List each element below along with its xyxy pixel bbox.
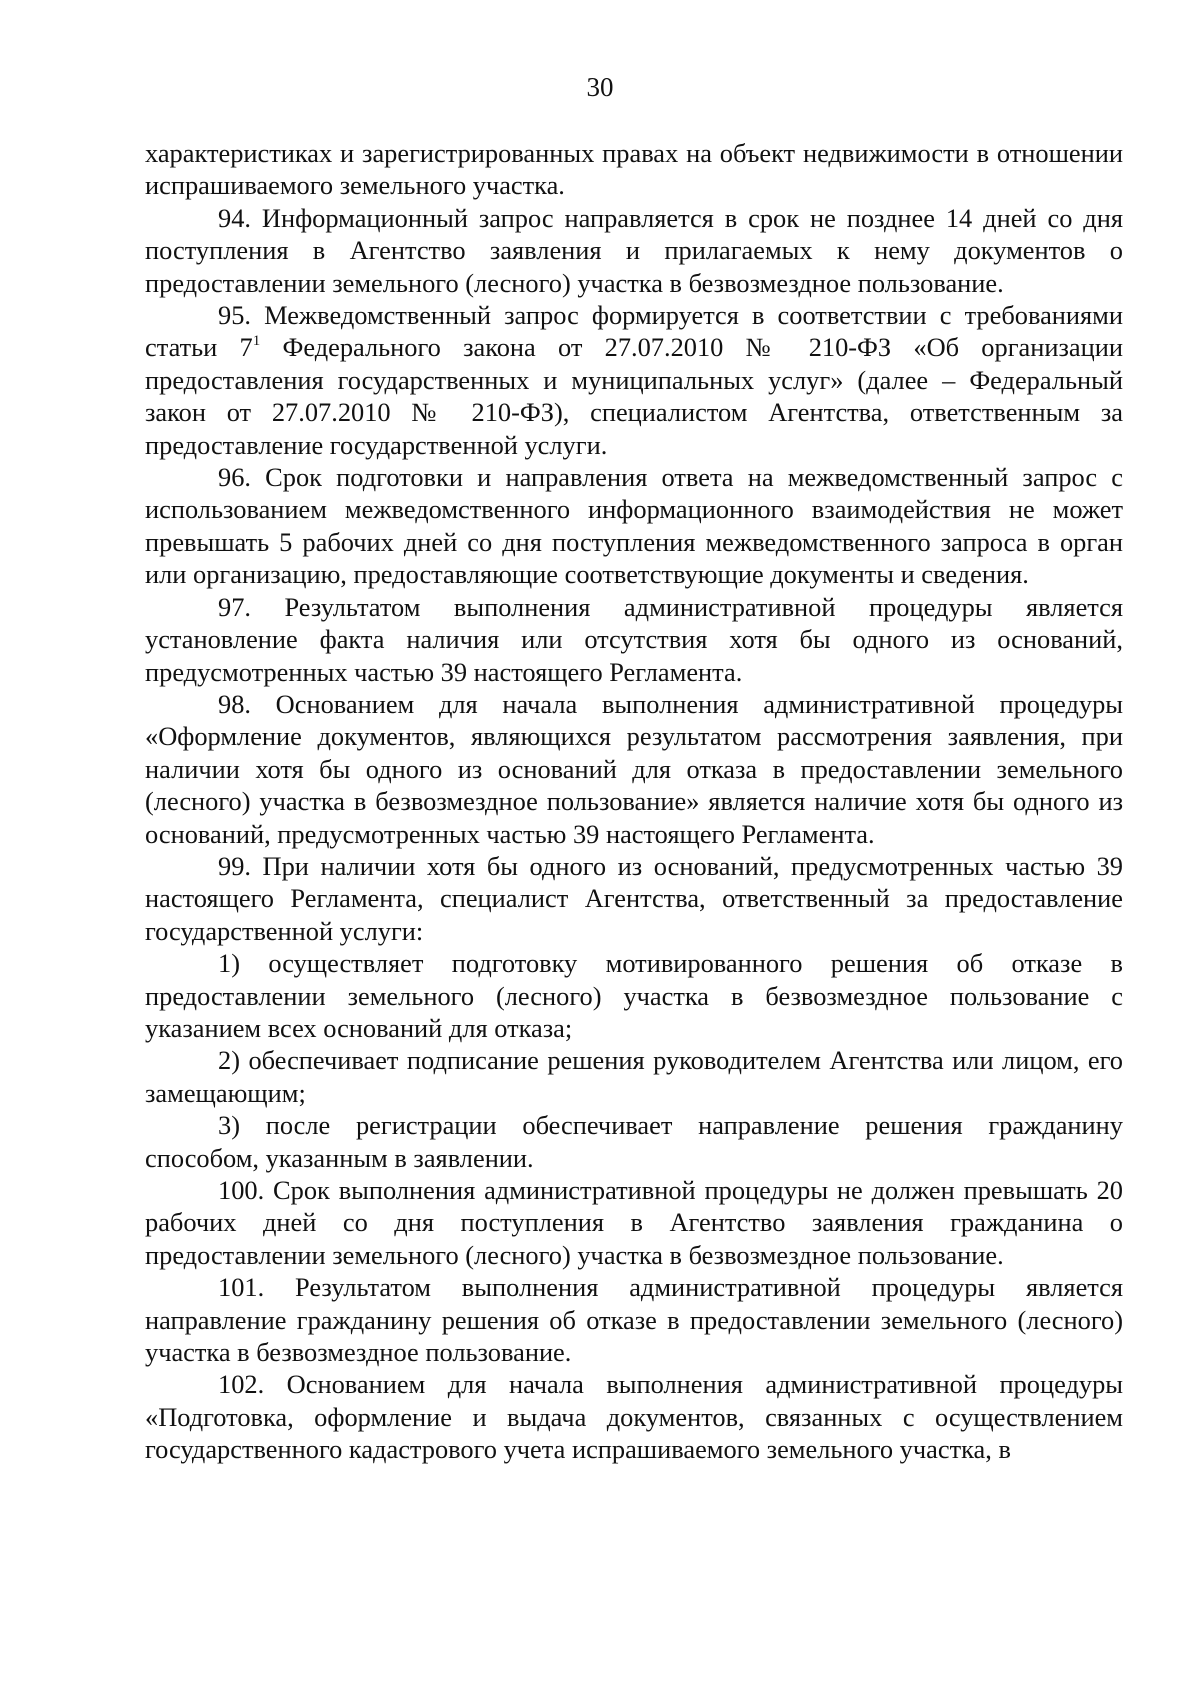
list-item-2: 2) обеспечивает подписание решения руководителем Агентства или лицом, его замещающим; — [145, 1045, 1123, 1108]
paragraph-102: 102. Основанием для начала выполнения административной процедуры «Подготовка, оформление и выдача документов, связанных с осуществлением государственного кадастрового учета испрашиваемого земельного участка, в — [145, 1369, 1123, 1465]
superscript-1: 1 — [252, 333, 261, 350]
paragraph-97: 97. Результатом выполнения административной процедуры является установление факта наличия или отсутствия хотя бы одного из оснований, предусмотренных частью 39 настоящего Регламента. — [145, 591, 1123, 687]
paragraph-98: 98. Основанием для начала выполнения административной процедуры «Оформление документов, являющихся результатом рассмотрения заявления, при наличии хотя бы одного из оснований для отказа в предоставлении земельного (лесного) участка в безвозмездное пользование» является наличие хотя бы одного из оснований, предусмотренных частью 39 настоящего Регламента. — [145, 688, 1123, 849]
paragraph-continuation: характеристиках и зарегистрированных правах на объект недвижимости в отношении испрашиваемого земельного участка. — [145, 138, 1123, 201]
paragraph-95 — [145, 299, 1123, 461]
paragraph-94: 94. Информационный запрос направляется в срок не позднее 14 дней со дня поступления в Агентство заявления и прилагаемых к нему документов о предоставлении земельного (лесного) участка в безвозмездное пользование. — [145, 202, 1123, 298]
paragraph-95-text-end: Федерального закона от 27.07.2010 № 210-ФЗ «Об организации предоставления государственных и муниципальных услуг» (далее – Федеральный закон от 27.07.2010 № 210-ФЗ), специалистом Агентства, ответственным за предоставление государственной услуги. — [145, 332, 1123, 460]
list-item-3: 3) после регистрации обеспечивает направление решения гражданину способом, указанным в заявлении. — [145, 1110, 1123, 1173]
document-body — [145, 137, 1123, 1466]
paragraph-100: 100. Срок выполнения административной процедуры не должен превышать 20 рабочих дней со дня поступления в Агентство заявления гражданина о предоставлении земельного (лесного) участка в безвозмездное пользование. — [145, 1175, 1123, 1270]
list-item-1: 1) осуществляет подготовку мотивированного решения об отказе в предоставлении земельного (лесного) участка в безвозмездное пользование с указанием всех оснований для отказа; — [145, 948, 1123, 1043]
page-number: 30 — [586, 72, 614, 102]
paragraph-99: 99. При наличии хотя бы одного из оснований, предусмотренных частью 39 настоящего Регламента, специалист Агентства, ответственный за предоставление государственной услуги: — [145, 850, 1123, 946]
paragraph-96: 96. Срок подготовки и направления ответа на межведомственный запрос с использованием межведомственного информационного взаимодействия не может превышать 5 рабочих дней со дня поступления межведомственного запроса в орган или организацию, предоставляющие соответствующие документы и сведения. — [145, 462, 1123, 590]
paragraph-95-text-start: 95. Межведомственный запрос формируется в соответствии с требованиями статьи 7 — [145, 300, 1123, 363]
paragraph-101: 101. Результатом выполнения административной процедуры является направление гражданину решения об отказе в предоставлении земельного (лесного) участка в безвозмездное пользование. — [145, 1272, 1123, 1368]
